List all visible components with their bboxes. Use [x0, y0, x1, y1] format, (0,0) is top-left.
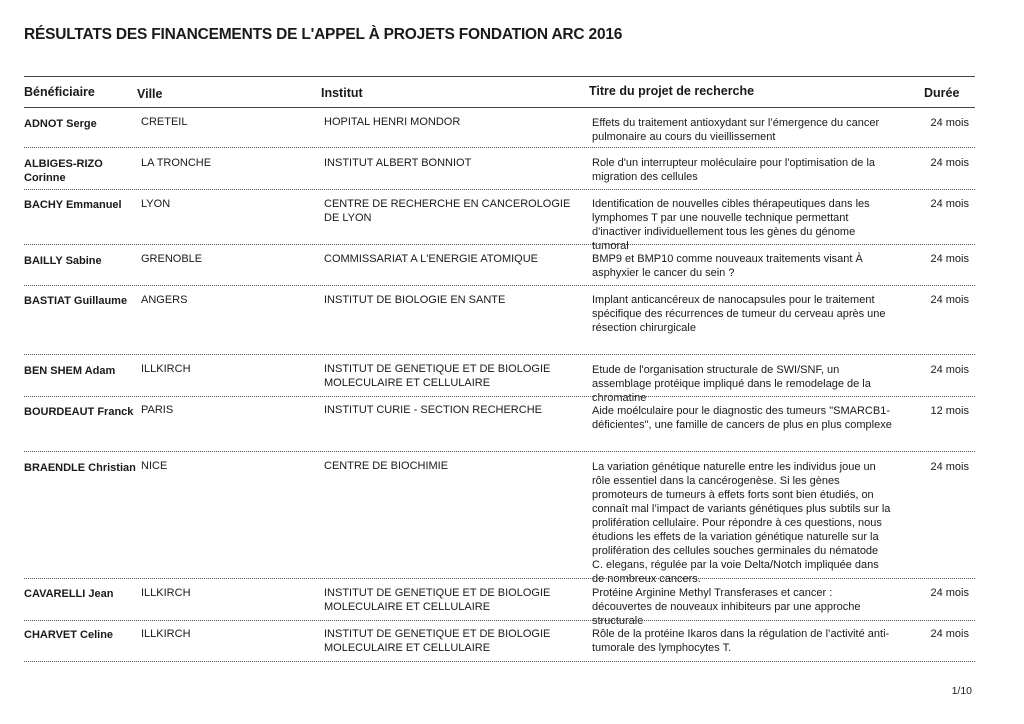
institute-cell: COMMISSARIAT A L'ENERGIE ATOMIQUE [324, 253, 539, 265]
city-cell: ILLKIRCH [141, 628, 191, 640]
duration-cell: 24 mois [930, 117, 969, 129]
institute-cell: INSTITUT ALBERT BONNIOT [324, 157, 472, 169]
row-divider [24, 244, 975, 245]
project-title-cell: Effets du traitement antioxydant sur l’émergence du cancer pulmonaire au cours du vieillissement [592, 117, 880, 143]
institute-cell: CENTRE DE BIOCHIMIE [324, 460, 449, 472]
institute-cell: INSTITUT DE GENETIQUE ET DE BIOLOGIE MOLECULAIRE ET CELLULAIRE [324, 363, 551, 389]
row-divider [24, 285, 975, 286]
project-title-cell: Aide moélculaire pour le diagnostic des tumeurs "SMARCB1-déficientes", une famille de cancers de plus en plus complexe [592, 405, 892, 431]
city-cell: LA TRONCHE [141, 157, 212, 169]
beneficiary-name: BOURDEAUT Franck [24, 406, 134, 418]
institute-cell: CENTRE DE RECHERCHE EN CANCEROLOGIE DE LYON [324, 198, 571, 224]
project-title-cell: La variation génétique naturelle entre les individus joue un rôle essentiel dans la cancérogenèse. Si les gènes promoteurs de tumeurs à effets forts sont bien étudiés, on connaît mal l’impact de variants génétiques plus subtils sur la prolifération cellulaire. Pour répondre à ces questions, nous étudions les effets de la variation génétique naturelle sur la prolifération des cellules souches germinales du nématode C. elegans, régulée par la voie Delta/Notch impliquée dans de nombreux cancers. [592, 461, 891, 585]
project-title-cell: Identification de nouvelles cibles thérapeutiques dans les lymphomes T par une nouvelle technique permettant d'inactiver individuellement tous les gènes du génome tumoral [592, 198, 870, 252]
row-divider [24, 354, 975, 355]
project-title-cell: Protéine Arginine Methyl Transferases et cancer : découvertes de nouveaux inhibiteurs par une approche structurale [592, 587, 861, 627]
institute-cell: INSTITUT CURIE - SECTION RECHERCHE [324, 404, 542, 416]
row-divider [24, 578, 975, 579]
project-title-cell: Role d'un interrupteur moléculaire pour l'optimisation de la migration des cellules [592, 157, 876, 183]
duration-cell: 12 mois [930, 405, 969, 417]
duration-cell: 24 mois [930, 294, 969, 306]
duration-cell: 24 mois [930, 157, 969, 169]
beneficiary-name: BEN SHEM Adam [24, 365, 116, 377]
city-cell: NICE [141, 460, 168, 472]
row-divider [24, 451, 975, 452]
duration-cell: 24 mois [930, 253, 969, 265]
column-header-ville: Ville [137, 87, 163, 101]
city-cell: CRETEIL [141, 116, 188, 128]
institute-cell: HOPITAL HENRI MONDOR [324, 116, 461, 128]
beneficiary-name: CAVARELLI Jean [24, 588, 114, 600]
beneficiary-name: CHARVET Celine [24, 629, 114, 641]
column-header-titre: Titre du projet de recherche [589, 84, 755, 98]
institute-cell: INSTITUT DE BIOLOGIE EN SANTE [324, 294, 506, 306]
project-title-cell: Rôle de la protéine Ikaros dans la régulation de l’activité anti-tumorale des lymphocytes T. [592, 628, 890, 654]
duration-cell: 24 mois [930, 198, 969, 210]
city-cell: ILLKIRCH [141, 587, 191, 599]
city-cell: PARIS [141, 404, 174, 416]
duration-cell: 24 mois [930, 628, 969, 640]
city-cell: LYON [141, 198, 171, 210]
beneficiary-name: ADNOT Serge [24, 118, 97, 130]
column-header-institut: Institut [321, 86, 363, 100]
project-title-cell: Etude de l'organisation structurale de SWI/SNF, un assemblage protéique impliqué dans le remodelage de la chromatine [592, 364, 871, 404]
column-header-beneficiaire: Bénéficiaire [24, 85, 95, 99]
city-cell: ILLKIRCH [141, 363, 191, 375]
duration-cell: 24 mois [930, 364, 969, 376]
row-divider [24, 396, 975, 397]
row-divider [24, 147, 975, 148]
row-divider [24, 620, 975, 621]
beneficiary-name: BAILLY Sabine [24, 255, 102, 267]
header-bottom-rule [24, 107, 975, 108]
document-title: RÉSULTATS DES FINANCEMENTS DE L'APPEL À PROJETS FONDATION ARC 2016 [24, 26, 623, 43]
city-cell: ANGERS [141, 294, 188, 306]
row-divider [24, 189, 975, 190]
page-number: 1/10 [951, 685, 972, 697]
beneficiary-name: ALBIGES-RIZO Corinne [24, 158, 103, 184]
beneficiary-name: BACHY Emmanuel [24, 199, 122, 211]
institute-cell: INSTITUT DE GENETIQUE ET DE BIOLOGIE MOLECULAIRE ET CELLULAIRE [324, 587, 551, 613]
beneficiary-name: BASTIAT Guillaume [24, 295, 128, 307]
row-divider [24, 661, 975, 662]
duration-cell: 24 mois [930, 461, 969, 473]
city-cell: GRENOBLE [141, 253, 203, 265]
institute-cell: INSTITUT DE GENETIQUE ET DE BIOLOGIE MOLECULAIRE ET CELLULAIRE [324, 628, 551, 654]
header-top-rule [24, 76, 975, 77]
project-title-cell: BMP9 et BMP10 comme nouveaux traitements visant À asphyxier le cancer du sein ? [592, 253, 863, 279]
project-title-cell: Implant anticancéreux de nanocapsules pour le traitement spécifique des récurrences de tumeur du cerveau après une résection chirurgicale [592, 294, 886, 334]
column-header-duree: Durée [924, 86, 960, 100]
beneficiary-name: BRAENDLE Christian [24, 462, 136, 474]
duration-cell: 24 mois [930, 587, 969, 599]
